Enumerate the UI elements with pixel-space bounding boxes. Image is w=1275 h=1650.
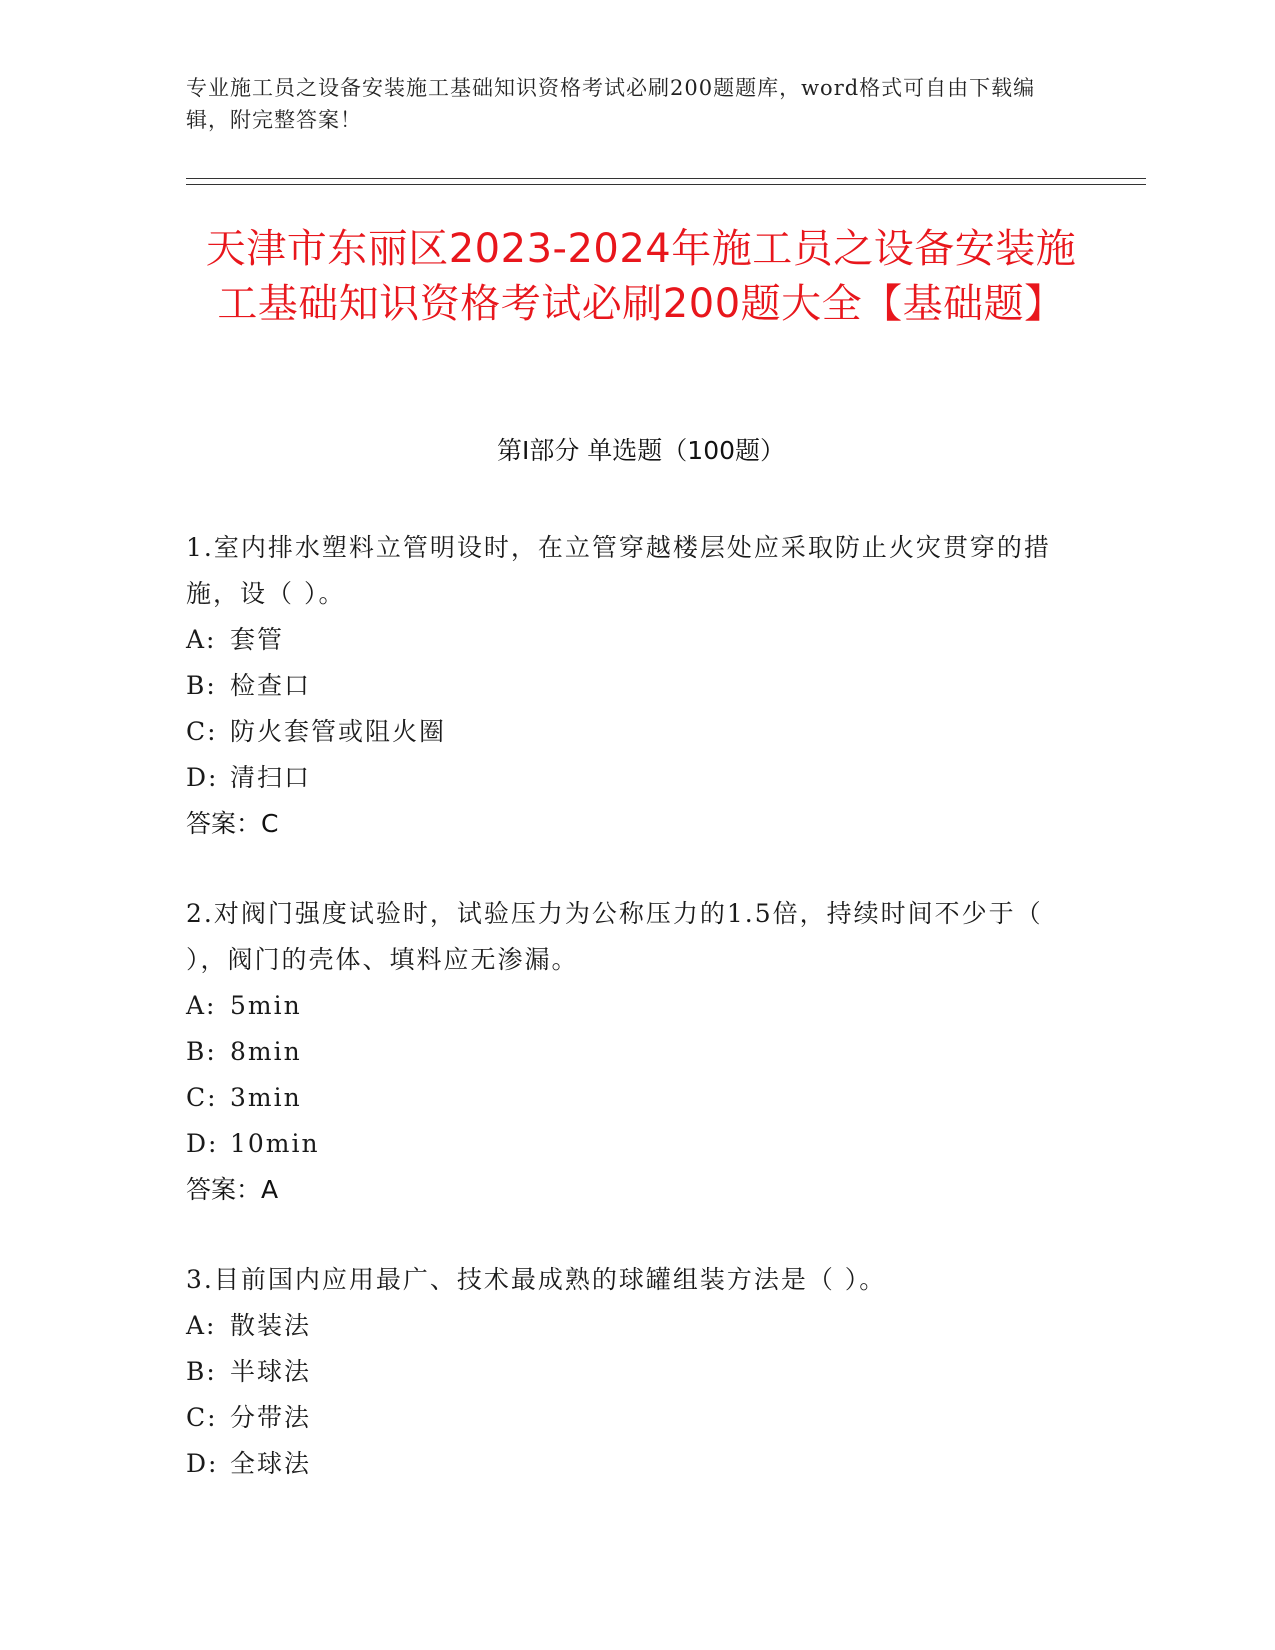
- question-1: [186, 525, 1076, 847]
- option-b: [186, 1029, 1076, 1075]
- option-a: [186, 983, 1076, 1029]
- option-letter: D:: [186, 1129, 219, 1158]
- option-d: [186, 755, 1076, 801]
- option-letter: C:: [186, 1083, 218, 1112]
- option-b: [186, 663, 1076, 709]
- option-c: [186, 709, 1076, 755]
- option-letter: B:: [186, 671, 217, 700]
- option-text: 5min: [230, 991, 302, 1020]
- option-c: [186, 1395, 1076, 1441]
- option-text: 散装法: [230, 1311, 312, 1340]
- option-a: [186, 617, 1076, 663]
- option-text: 套管: [230, 625, 285, 654]
- option-letter: A:: [186, 625, 217, 654]
- question-list: [186, 525, 1076, 1531]
- question-stem: 3.目前国内应用最广、技术最成熟的球罐组装方法是（ ）。: [186, 1265, 887, 1294]
- option-c: [186, 1075, 1076, 1121]
- header-rule-top: [186, 178, 1146, 179]
- option-letter: D:: [186, 763, 219, 792]
- header-rule-bottom: [186, 184, 1146, 185]
- option-letter: A:: [186, 1311, 217, 1340]
- option-text: 清扫口: [230, 763, 312, 792]
- option-letter: B:: [186, 1037, 217, 1066]
- option-letter: C:: [186, 1403, 218, 1432]
- option-a: [186, 1303, 1076, 1349]
- answer: 答案：C: [186, 809, 279, 838]
- section-title: 第Ⅰ部分 单选题（100题）: [496, 436, 786, 465]
- option-text: 防火套管或阻火圈: [230, 717, 447, 746]
- question-2: [186, 891, 1076, 1213]
- option-text: 3min: [230, 1083, 302, 1112]
- option-letter: B:: [186, 1357, 217, 1386]
- option-b: [186, 1349, 1076, 1395]
- question-stem: 2.对阀门强度试验时，试验压力为公称压力的1.5倍，持续时间不少于（ ），阀门的壳体、填料应无渗漏。: [186, 899, 1043, 974]
- document-title: 天津市东丽区2023-2024年施工员之设备安装施工基础知识资格考试必刷200题大全【基础题】: [205, 226, 1077, 327]
- header-note: 专业施工员之设备安装施工基础知识资格考试必刷200题题库，word格式可自由下载编辑，附完整答案！: [186, 76, 1036, 132]
- question-stem: 1.室内排水塑料立管明设时，在立管穿越楼层处应采取防止火灾贯穿的措施，设（ ）。: [186, 533, 1051, 608]
- option-d: [186, 1121, 1076, 1167]
- option-letter: C:: [186, 717, 218, 746]
- option-text: 检查口: [230, 671, 312, 700]
- option-text: 分带法: [230, 1403, 312, 1432]
- option-letter: A:: [186, 991, 217, 1020]
- question-3: [186, 1257, 1076, 1487]
- answer: 答案：A: [186, 1175, 279, 1204]
- option-text: 全球法: [230, 1449, 312, 1478]
- option-text: 半球法: [230, 1357, 312, 1386]
- option-text: 8min: [230, 1037, 302, 1066]
- option-letter: D:: [186, 1449, 219, 1478]
- option-d: [186, 1441, 1076, 1487]
- option-text: 10min: [230, 1129, 320, 1158]
